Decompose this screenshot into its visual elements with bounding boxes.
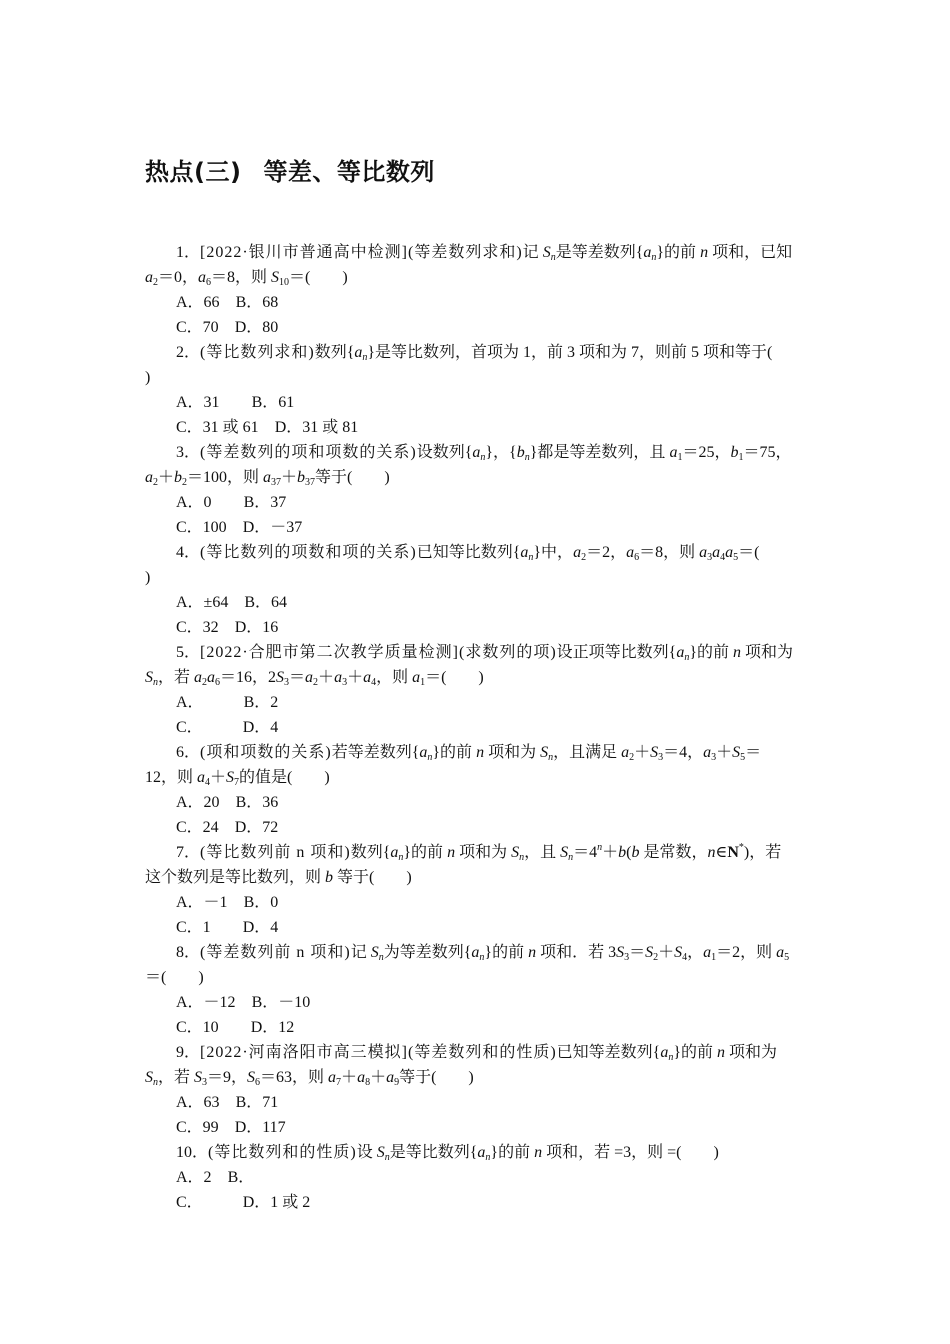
question-4: 4．(等比数列的项数和项的关系)已知等比数列$\{a_n\}$中，$a_2=2$，$a_6=8$，则 $a_3a_4a_5=$( [176, 544, 760, 563]
question-list [145, 240, 807, 1215]
option-b: B．0 [243, 894, 279, 911]
question-2-cont: ) [145, 369, 151, 386]
question-source: [2022·合肥市第二次教学质量检测](求数列的项) [200, 644, 557, 661]
option-b: B．2 [243, 694, 279, 711]
question-8-cont: ＝( ) [145, 969, 204, 986]
question-source: [2022·河南洛阳市高三模拟](等差数列和的性质) [200, 1044, 557, 1061]
option-b: B．37 [243, 494, 287, 511]
option-a: A． [176, 694, 196, 711]
option-d: D．4 [242, 919, 279, 936]
options-10-cd [145, 1190, 807, 1215]
option-a: A．－1 [176, 894, 228, 911]
option-d: D．72 [234, 819, 279, 836]
option-b: B．71 [235, 1094, 279, 1111]
question-source: (等差数列前 n 项和) [200, 944, 351, 961]
option-c: C．10 [176, 1019, 219, 1036]
options-2-cd [145, 415, 807, 440]
options-7-cd [145, 915, 807, 940]
options-8-cd [145, 1015, 807, 1040]
title-topic: 等差、等比数列 [263, 158, 435, 186]
options-9-cd [145, 1115, 807, 1140]
question-source: (等比数列求和) [200, 344, 315, 361]
question-2: 2．(等比数列求和)数列$\{a_n\}$是等比数列，首项为 1，前 3 项和为 7，则前 5 项和等于( [176, 344, 773, 363]
question-9-cont: $S_n$，若 $S_3=9$，$S_6=63$，则 $a_7+a_8+a_9$等于( ) [145, 1069, 474, 1088]
question-4-cont: ) [145, 569, 151, 586]
option-d: D．12 [250, 1019, 295, 1036]
options-8-ab [145, 990, 807, 1015]
question-8: 8．(等差数列前 n 项和)记 $S_n$为等差数列$\{a_n\}$的前 n 项和．若 $3S_3=S_2+S_4$，$a_1=2$，则 $a_5$ [176, 944, 790, 963]
option-a: A．0 [176, 494, 212, 511]
options-2-ab [145, 390, 807, 415]
title-hotspot: 热点(三) [145, 158, 242, 186]
option-c: C．32 [176, 619, 219, 636]
question-5: 5．[2022·合肥市第二次教学质量检测](求数列的项)设正项等比数列$\{a_n\}$的前 n 项和为 [176, 644, 794, 663]
options-3-cd [145, 515, 807, 540]
question-7-cont: 这个数列是等比数列，则 b 等于( ) [145, 869, 412, 886]
question-10: 10．(等比数列和的性质)设 $S_n$是等比数列$\{a_n\}$的前 n 项和，若 =3，则 =( ) [176, 1144, 719, 1163]
option-c: C． [176, 719, 195, 736]
options-10-ab [145, 1165, 807, 1190]
question-6-cont: 12，则 $a_4+S_7$的值是( ) [145, 769, 330, 788]
question-3-cont: $a_2+b_2=100$，则 $a_{37}+b_{37}$等于( ) [145, 469, 390, 488]
option-b: B．－10 [251, 994, 311, 1011]
question-6: 6．(项和项数的关系)若等差数列$\{a_n\}$的前 n 项和为 $S_n$，且满足 $a_2+S_3=4$，$a_3+S_5=$ [176, 744, 762, 763]
options-3-ab [145, 490, 807, 515]
options-6-ab [145, 790, 807, 815]
options-9-ab [145, 1090, 807, 1115]
option-d: D．117 [234, 1119, 286, 1136]
question-source: [2022·银川市普通高中检测](等差数列求和) [200, 244, 523, 261]
option-a: A．20 [176, 794, 220, 811]
option-d: D．31 或 81 [274, 419, 359, 436]
option-a: A．31 [176, 394, 220, 411]
question-1: 1．[2022·银川市普通高中检测](等差数列求和)记 $S_n$是等差数列$\{a_n\}$的前 n 项和，已知 [176, 244, 793, 263]
option-b: B． [227, 1169, 255, 1186]
option-c: C．99 [176, 1119, 219, 1136]
options-6-cd [145, 815, 807, 840]
question-source: (等比数列前 n 项和) [200, 844, 351, 861]
option-c: C．70 [176, 319, 219, 336]
option-b: B．61 [251, 394, 295, 411]
question-source: (等比数列的项数和项的关系) [200, 544, 417, 561]
question-3: 3．(等差数列的项和项数的关系)设数列$\{a_n\}$，$\{b_n\}$都是等差数列，且 $a_1=25$，$b_1=75$， [176, 444, 792, 463]
option-a: A．2 [176, 1169, 212, 1186]
option-c: C．24 [176, 819, 219, 836]
option-b: B．68 [235, 294, 279, 311]
question-1-cont: $a_2=0$，$a_6=8$，则 $S_{10}=$( ) [145, 269, 348, 288]
question-source: (等比数列和的性质) [208, 1144, 357, 1161]
option-d: D．1 或 2 [242, 1194, 311, 1211]
option-d: D．－37 [242, 519, 303, 536]
option-a: A．±64 [176, 594, 229, 611]
option-d: D．4 [242, 719, 279, 736]
option-c: C．31 或 61 [176, 419, 259, 436]
question-9: 9．[2022·河南洛阳市高三模拟](等差数列和的性质)已知等差数列$\{a_n\}$的前 n 项和为 [176, 1044, 778, 1063]
option-d: D．16 [234, 619, 279, 636]
options-7-ab [145, 890, 807, 915]
option-a: A．66 [176, 294, 220, 311]
question-5-cont: $S_n$，若 $a_2a_6=16$，$2S_3=a_2+a_3+a_4$，则 $a_1=$( ) [145, 669, 484, 688]
option-c: C． [176, 1194, 195, 1211]
page-title [145, 152, 435, 187]
option-c: C．1 [176, 919, 211, 936]
option-c: C．100 [176, 519, 227, 536]
question-source: (等差数列的项和项数的关系) [200, 444, 417, 461]
options-5-cd [145, 715, 807, 740]
options-4-ab [145, 590, 807, 615]
option-d: D．80 [234, 319, 279, 336]
question-source: (项和项数的关系) [200, 744, 332, 761]
options-1-ab [145, 290, 807, 315]
option-b: B．36 [235, 794, 279, 811]
option-b: B．64 [244, 594, 288, 611]
options-5-ab [145, 690, 807, 715]
option-a: A．－12 [176, 994, 236, 1011]
options-4-cd [145, 615, 807, 640]
options-1-cd [145, 315, 807, 340]
option-a: A．63 [176, 1094, 220, 1111]
question-7: 7．(等比数列前 n 项和)数列$\{a_n\}$的前 n 项和为 $S_n$，且 $S_n=4^n+b(b$ 是常数，n∈N*)，若 [176, 842, 782, 863]
